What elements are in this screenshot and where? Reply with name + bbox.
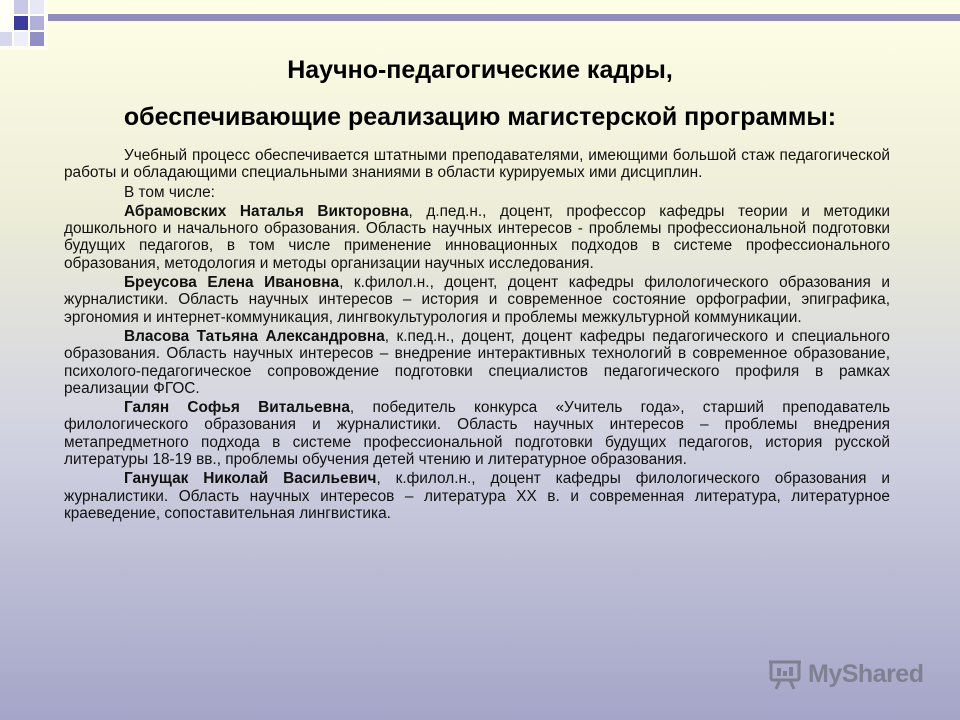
- staff-details: , победитель конкурса «Учитель года», старший преподаватель филологического образования и журналистики. Область научных интересов – проблемы внедрения метапредметного подхода в системе профессиональной подготовки будущих педагогов, история русской литературы 18-19 вв., проблемы обучения детей чтению и литературное образования.: [64, 399, 890, 469]
- staff-details: , к.филол.н., доцент кафедры филологического образования и журналистики. Область научных интересов – литература XX в. и современная литература, литературное краеведение, сопоставительная лингвистика.: [64, 470, 890, 522]
- staff-entry: [64, 470, 890, 522]
- staff-entry: [64, 274, 890, 326]
- deco-square: [14, 0, 28, 14]
- staff-name: Галян Софья Витальевна: [124, 399, 350, 417]
- top-accent-bar: [48, 14, 960, 21]
- deco-square: [30, 32, 44, 46]
- staff-entry: [64, 203, 890, 272]
- deco-square: [14, 16, 28, 30]
- staff-name: Бреусова Елена Ивановна: [124, 274, 340, 292]
- deco-square: [14, 32, 28, 46]
- corner-decoration: [0, 0, 960, 50]
- staff-name: Абрамовских Наталья Викторовна: [124, 202, 409, 220]
- slide-title-line2: обеспечивающие реализацию магистерской программы:: [123, 103, 837, 131]
- watermark-logo: [768, 658, 923, 690]
- staff-name: Ганущак Николай Васильевич: [124, 470, 377, 488]
- staff-details: , к.филол.н., доцент, доцент кафедры филологического образования и журналистики. Область научных интересов – история и современное состояние орфографии, эпиграфика, эргономия и интернет-коммуникация, лингвокультурология и проблемы межкультурной коммуникации.: [64, 274, 890, 326]
- staff-entry: [64, 328, 890, 397]
- slide-title-line1: Научно-педагогические кадры,: [287, 56, 673, 84]
- staff-name: Власова Татьяна Александровна: [124, 327, 385, 345]
- deco-square: [30, 0, 44, 14]
- including-label: В том числе:: [124, 183, 215, 201]
- watermark-text: MyShared: [808, 659, 924, 688]
- staff-details: , к.пед.н., доцент, доцент кафедры педагогического и специального образования. Область научных интересов – внедрение интерактивных технологий в современное образование, психолого-педагогическое сопровождение подготовки специалистов педагогического профиля в рамках реализации ФГОС.: [64, 327, 890, 397]
- staff-details: , д.пед.н., доцент, профессор кафедры теории и методики дошкольного и начального образования. Область научных интересов - проблемы профессиональной подготовки будущих педагогов, в том числе применение инновационных подходов в системе профессионального образования, методология и методы организации научных исследования.: [64, 202, 890, 272]
- deco-square: [30, 16, 44, 30]
- intro-paragraph: Учебный процесс обеспечивается штатными преподавателями, имеющими большой стаж педагогической работы и обладающими специальными знаниями в области курируемых ими дисциплин.: [64, 147, 890, 182]
- deco-square: [0, 32, 12, 46]
- slide-body: [64, 147, 890, 522]
- presentation-board-icon: [768, 658, 802, 690]
- staff-entry: [64, 399, 890, 468]
